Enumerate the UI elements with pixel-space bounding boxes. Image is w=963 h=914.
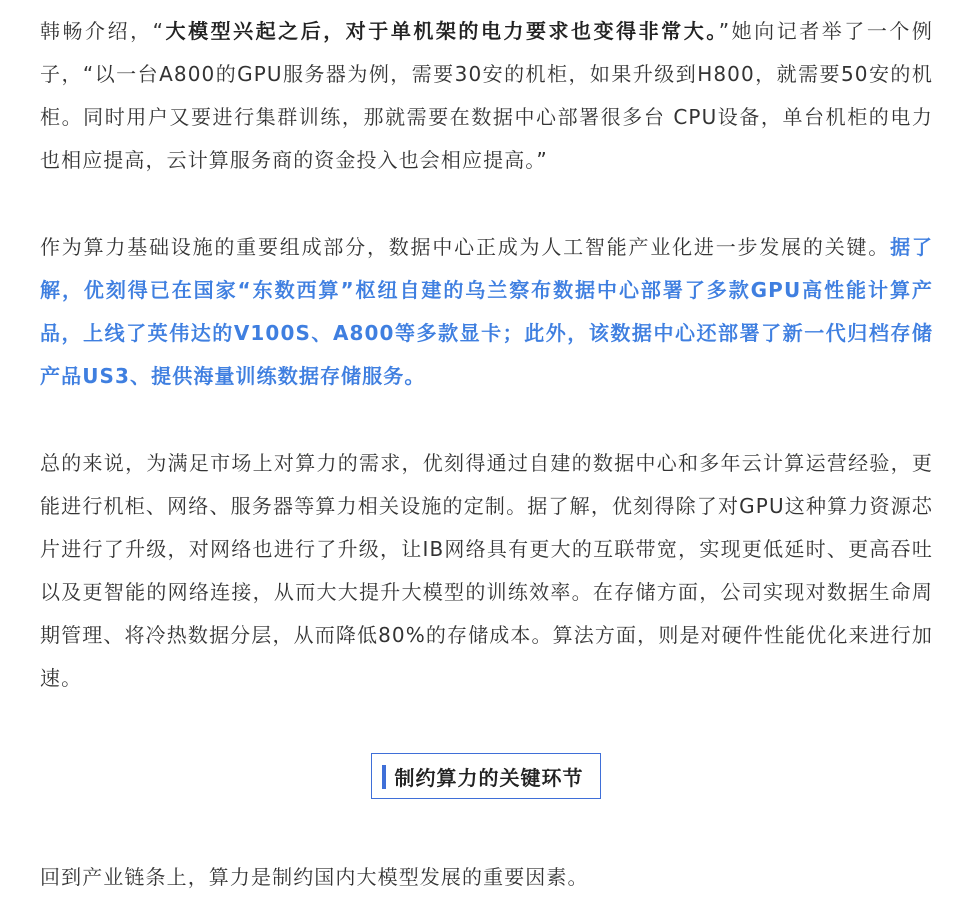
paragraph-1 <box>40 10 933 182</box>
paragraph-2-plain: 作为算力基础设施的重要组成部分，数据中心正成为人工智能产业化进一步发展的关键。 <box>40 235 891 259</box>
paragraph-1-rest: ”她向记者举了一个例子，“以一台A800的GPU服务器为例，需要30安的机柜，如果升级到H800，就需要50安的机柜。同时用户又要进行集群训练，那就需要在数据中心部署很多台 CPU设备，单台机柜的电力也相应提高，云计算服务商的资金投入也会相应提高。” <box>40 19 933 172</box>
section-heading-box <box>371 753 601 799</box>
paragraph-1-intro: 韩畅介绍，“ <box>40 19 165 43</box>
paragraph-2 <box>40 226 933 398</box>
section-heading: 制约算力的关键环节 <box>394 765 584 790</box>
paragraph-2-highlight: 据了解，优刻得已在国家“东数西算”枢纽自建的乌兰察布数据中心部署了多款GPU高性能计算产品，上线了英伟达的V100S、A800等多款显卡；此外，该数据中心还部署了新一代归档存储产品US3、提供海量训练数据存储服务。 <box>40 235 933 388</box>
paragraph-4: 回到产业链条上，算力是制约国内大模型发展的重要因素。 <box>40 865 589 889</box>
paragraph-1-bold-quote: 大模型兴起之后，对于单机架的电力要求也变得非常大。 <box>164 19 719 43</box>
paragraph-3: 总的来说，为满足市场上对算力的需求，优刻得通过自建的数据中心和多年云计算运营经验，更能进行机柜、网络、服务器等算力相关设施的定制。据了解，优刻得除了对GPU这种算力资源芯片进行了升级，对网络也进行了升级，让IB网络具有更大的互联带宽，实现更低延时、更高吞吐以及更智能的网络连接，从而大大提升大模型的训练效率。在存储方面，公司实现对数据生命周期管理、将冷热数据分层，从而降低80%的存储成本。算法方面，则是对硬件性能优化来进行加速。 <box>40 451 933 690</box>
section-heading-accent-bar <box>382 765 386 789</box>
